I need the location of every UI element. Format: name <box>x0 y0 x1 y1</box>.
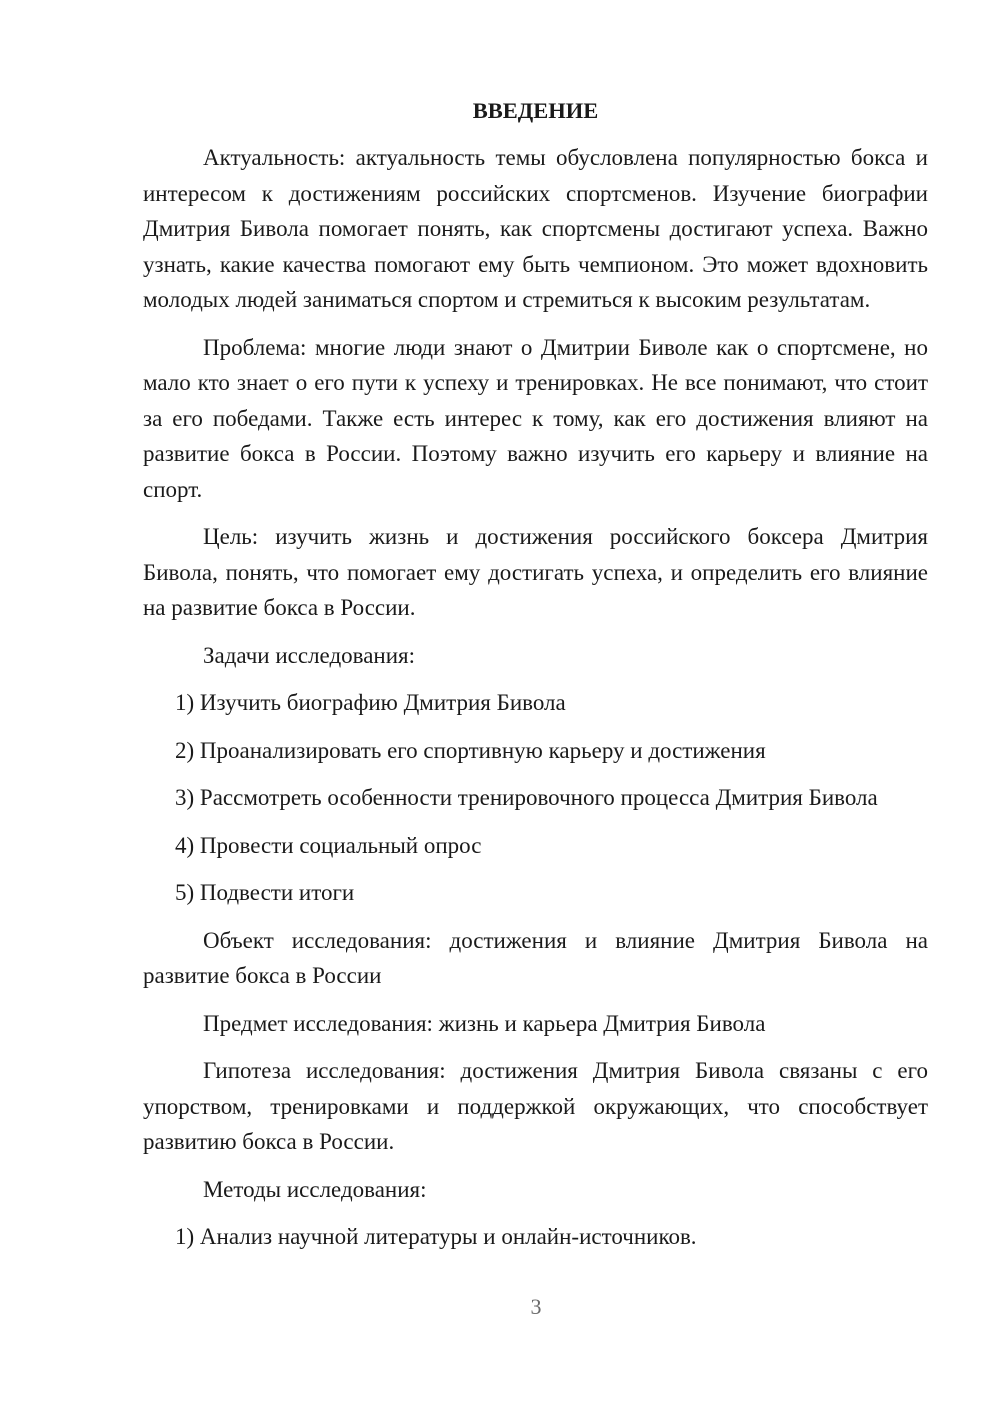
document-page <box>143 92 928 1267</box>
task-item: 2) Проанализировать его спортивную карьеру и достижения <box>175 737 766 763</box>
task-item: 5) Подвести итоги <box>175 880 355 905</box>
task-item: 3) Рассмотреть особенности тренировочного процесса Дмитрия Бивола <box>175 785 878 810</box>
object-paragraph: Объект исследования: достижения и влияние Дмитрия Бивола на развитие бокса в России <box>143 927 928 988</box>
problem-paragraph: Проблема: многие люди знают о Дмитрии Биволе как о спортсмене, но мало кто знает о его пути к успеху и тренировках. Не все понимают, что стоит за его победами. Также есть интерес к тому, как его достижения влияют на развитие бокса в России. Поэтому важно изучить его карьеру и влияние на спорт. <box>143 334 928 502</box>
relevance-paragraph: Актуальность: актуальность темы обусловлена популярностью бокса и интересом к достижениям российских спортсменов. Изучение биографии Дмитрия Бивола помогает понять, как спортсмены достигают успеха. Важно узнать, какие качества помогают ему быть чемпионом. Это может вдохновить молодых людей заниматься спортом и стремиться к высоким результатам. <box>143 145 928 312</box>
page-number: 3 <box>530 1294 542 1319</box>
task-item: 4) Провести социальный опрос <box>175 832 482 858</box>
methods-heading: Методы исследования: <box>203 1176 427 1202</box>
tasks-heading: Задачи исследования: <box>203 642 416 668</box>
task-item: 1) Изучить биографию Дмитрия Бивола <box>175 690 566 715</box>
section-title: ВВЕДЕНИЕ <box>472 98 599 123</box>
goal-paragraph: Цель: изучить жизнь и достижения российского боксера Дмитрия Бивола, понять, что помогает ему достигать успеха, и определить его влияние на развитие бокса в России. <box>143 524 928 620</box>
subject-paragraph: Предмет исследования: жизнь и карьера Дмитрия Бивола <box>203 1010 766 1036</box>
hypothesis-paragraph: Гипотеза исследования: достижения Дмитрия Бивола связаны с его упорством, тренировками и поддержкой окружающих, что способствует развитию бокса в России. <box>143 1058 928 1154</box>
method-item: 1) Анализ научной литературы и онлайн-источников. <box>175 1224 697 1249</box>
